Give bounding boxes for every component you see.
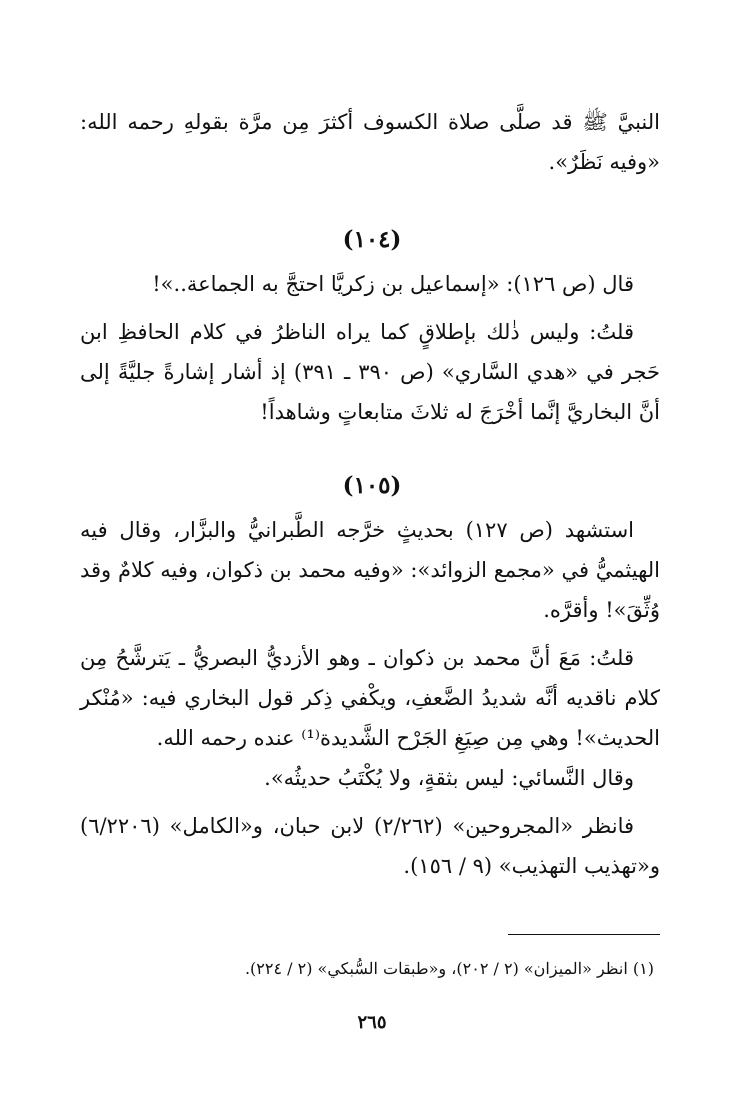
- intro-paragraph: [80, 102, 660, 182]
- section-104-paragraph-1: قال (ص ١٢٦): «إسماعيل بن زكريَّا احتجَّ به الجماعة..»!: [152, 272, 634, 296]
- section-104-paragraph-2: قلتُ: وليس ذٰلك بإطلاقٍ كما يراه الناظرُ في كلام الحافظِ ابن حَجر في «هدي السَّاري» (ص ٣٩٠ ـ ٣٩١) إذ أشار إشارةً جليَّةً إلى أنَّ البخاريَّ إنَّما أخْرَجَ له ثلاثَ متابعاتٍ وشاهداً!: [80, 320, 660, 424]
- section-104-body: [80, 264, 660, 432]
- footnote: (١) انظر «الميزان» (٢ / ٢٠٢)، و«طبقات السُّبكي» (٢ / ٢٢٤).: [244, 959, 654, 978]
- section-heading-104: (١٠٤): [342, 226, 402, 253]
- intro-text: النبيَّ ﷺ قد صلَّى صلاة الكسوف أكثرَ مِن مرَّة بقولهِ رحمه الله: «وفيه نَظَرٌ».: [80, 110, 660, 174]
- footnote-divider: [508, 934, 660, 935]
- section-105-paragraph-3: وقال النَّسائي: ليس بثقةٍ، ولا يُكْتَبُ حديثُه».: [264, 766, 634, 790]
- section-105-paragraph-1: استشهد (ص ١٢٧) بحديثٍ خرَّجه الطَّبرانيُّ والبزَّار، وقال فيه الهيثميُّ في «مجمع الزوائد»: «وفيه محمد بن ذكوان، وفيه كلامٌ وقد وُثِّقَ»! وأقرَّه.: [80, 518, 660, 622]
- section-heading-105: (١٠٥): [342, 472, 402, 499]
- section-105-body: [80, 510, 660, 886]
- page-number: ٢٦٥: [357, 1012, 387, 1033]
- section-105-paragraph-2: قلتُ: مَعَ أنَّ محمد بن ذكوان ـ وهو الأزديُّ البصريُّ ـ يَترشَّحُ مِن كلام ناقديه أنَّه شديدُ الضَّعفِ، ويكْفي ذِكر قول البخاري فيه: «مُنْكر الحديث»! وهي مِن صِيَغِ الجَرْح الشَّديدة⁽¹⁾ عنده رحمه الله.: [80, 646, 660, 750]
- section-105-paragraph-4: فانظر «المجروحين» (٢/٢٦٢) لابن حبان، و«الكامل» (٦/٢٢٠٦) و«تهذيب التهذيب» (٩ / ١٥٦).: [80, 814, 660, 878]
